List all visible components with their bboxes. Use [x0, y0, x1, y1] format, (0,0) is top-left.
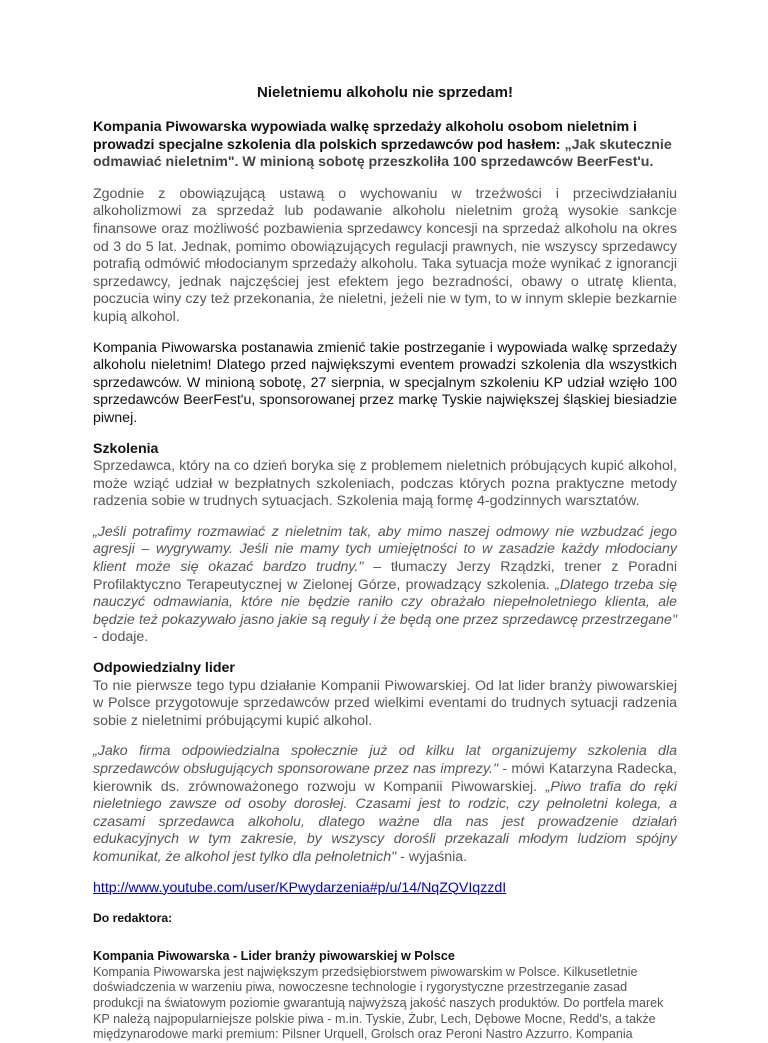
quote: „Jeśli potrafimy rozmawiać z nieletnim tak, aby mimo naszej odmowy nie wzbudzać jego agresji – wygrywamy. Jeśli nie mamy tych umiejętności to w zasadzie każdy młodociany klient może się okazać bardzo trudny." — [93, 523, 677, 576]
body-paragraph: Kompania Piwowarska postanawia zmienić takie postrzeganie i wypowiada walkę sprzedaży alkoholu nieletnim! Dlatego przed największymi eventem prowadzi szkolenia dla wszystkich sprzedawców. W minioną sobotę, 27 sierpnia, w specjalnym szkoleniu KP udział wzięło 100 sprzedawców BeerFest'u, sponsorowanej przez markę Tyskie największej śląskiej biesiadzie piwnej. — [93, 339, 677, 426]
quote: „Piwo trafia do ręki nieletniego zawsze od osoby dorosłej. Czasami jest to rodzic, czy pełnoletni kolega, a czasami sprzedawca alkoholu, dlatego ważne dla nas jest prowadzenie działań edukacyjnych w tym zakresie, by wszyscy dorośli przekazali młodym ludziom spójny komunikat, że alkohol jest tylko dla pełnoletnich" — [93, 778, 677, 865]
section-body: To nie pierwsze tego typu działanie Kompanii Piwowarskiej. Od lat lider branży piwowarskiej w Polsce przygotowuje sprzedawców przed wielkimi eventami do trudnych sytuacji radzenia sobie z nieletnimi próbującymi kupić alkohol. — [93, 677, 677, 729]
attribution: - mówi Katarzyna Radecka, kierownik ds. zrównoważonego rozwoju w Kompanii Piwowarskiej. — [93, 761, 677, 795]
attribution: – tłumaczy Jerzy Rządzki, trener z Poradni Profilaktyczno Terapeutycznej w Zielonej Górze, prowadzący szkolenia. — [93, 559, 677, 593]
quote: „Jako firma odpowiedzialna społecznie już od kilku lat organizujemy szkolenia dla sprzedawców obsługujących sponsorowane przez nas imprezy." — [93, 743, 677, 777]
editor-note-label: Do redaktora: — [93, 911, 173, 926]
document-title: Nieletniemu alkoholu nie sprzedam! — [257, 84, 513, 101]
lead-text: Kompania Piwowarska wypowiada walkę sprzedaży alkoholu osobom nieletnim i prowadzi specjalne szkolenia dla polskich sprzedawców pod hasłem: — [93, 119, 637, 153]
lead-slogan: „Jak skutecznie odmawiać nieletnim". W minioną sobotę przeszkoliła 100 sprzedawców BeerFest'u. — [93, 136, 672, 171]
editor-note — [93, 949, 677, 1043]
attribution-tail: - dodaje. — [93, 629, 149, 646]
quote: „Dlatego trzeba się nauczyć odmawiania, które nie będzie raniło czy obrażało niepełnoletniego klienta, ale będzie też pokazywało jasno jakie są reguły i że będą one przez sprzedawcę przestrzegane" — [93, 576, 678, 628]
editor-note-body: Kompania Piwowarska jest największym przedsiębiorstwem piwowarskim w Polsce. Kilkusetletnie doświadczenia w warzeniu piwa, nowoczesne technologie i rygorystyczne przestrzeganie zasad produkcji na światowym poziomie gwarantują najwyższą jakość naszych produktów. Do portfela marek KP należą najpopularniejsze polskie piwa - m.in. Tyskie, Żubr, Lech, Dębowe Mocne, Redd's, a także międzynarodowe marki premium: Pilsner Urquell, Grolsch oraz Peroni Nastro Azzurro. Kompania — [93, 964, 664, 1042]
quote-paragraph — [93, 524, 677, 647]
document-page — [93, 84, 677, 1043]
section-body: Sprzedawca, który na co dzień boryka się z problemem nieletnich próbujących kupić alkohol, może wziąć udział w bezpłatnych szkoleniach, podczas których pozna praktyczne metody radzenia sobie w trudnych sytuacjach. Szkolenia mają formę 4-godzinnych warsztatów. — [93, 458, 677, 510]
section-heading: Odpowiedzialny lider — [93, 660, 235, 677]
section-heading: Szkolenia — [93, 440, 159, 457]
quote-paragraph — [93, 743, 677, 866]
section-training — [93, 441, 677, 648]
youtube-link[interactable]: http://www.youtube.com/user/KPwydarzenia#p/u/14/NqZQVIqzzdI — [93, 879, 507, 896]
body-paragraph: Zgodnie z obowiązującą ustawą o wychowaniu w trzeźwości i przeciwdziałaniu alkoholizmowi za sprzedaż lub podawanie alkoholu nieletnim grożą wysokie sankcje finansowe oraz możliwość pozbawienia sprzedawcy koncesji na sprzedaż alkoholu na okres od 3 do 5 lat. Jednak, pomimo obowiązujących regulacji prawnych, nie wszyscy sprzedawcy potrafią odmówić młodocianym sprzedaży alkoholu. Taka sytuacja może wynikać z ignorancji sprzedawcy, jednak najczęściej jest efektem jego bezradności, obawy o utratę klienta, poczucia winy czy też przekonania, że nieletni, jeżeli nie w tym, to w innym sklepie bezkarnie kupią alkohol. — [93, 185, 677, 325]
section-leader — [93, 660, 677, 867]
attribution-tail: - wyjaśnia. — [396, 848, 468, 865]
lead-paragraph — [93, 119, 677, 172]
editor-note-heading: Kompania Piwowarska - Lider branży piwowarskiej w Polsce — [93, 949, 455, 964]
